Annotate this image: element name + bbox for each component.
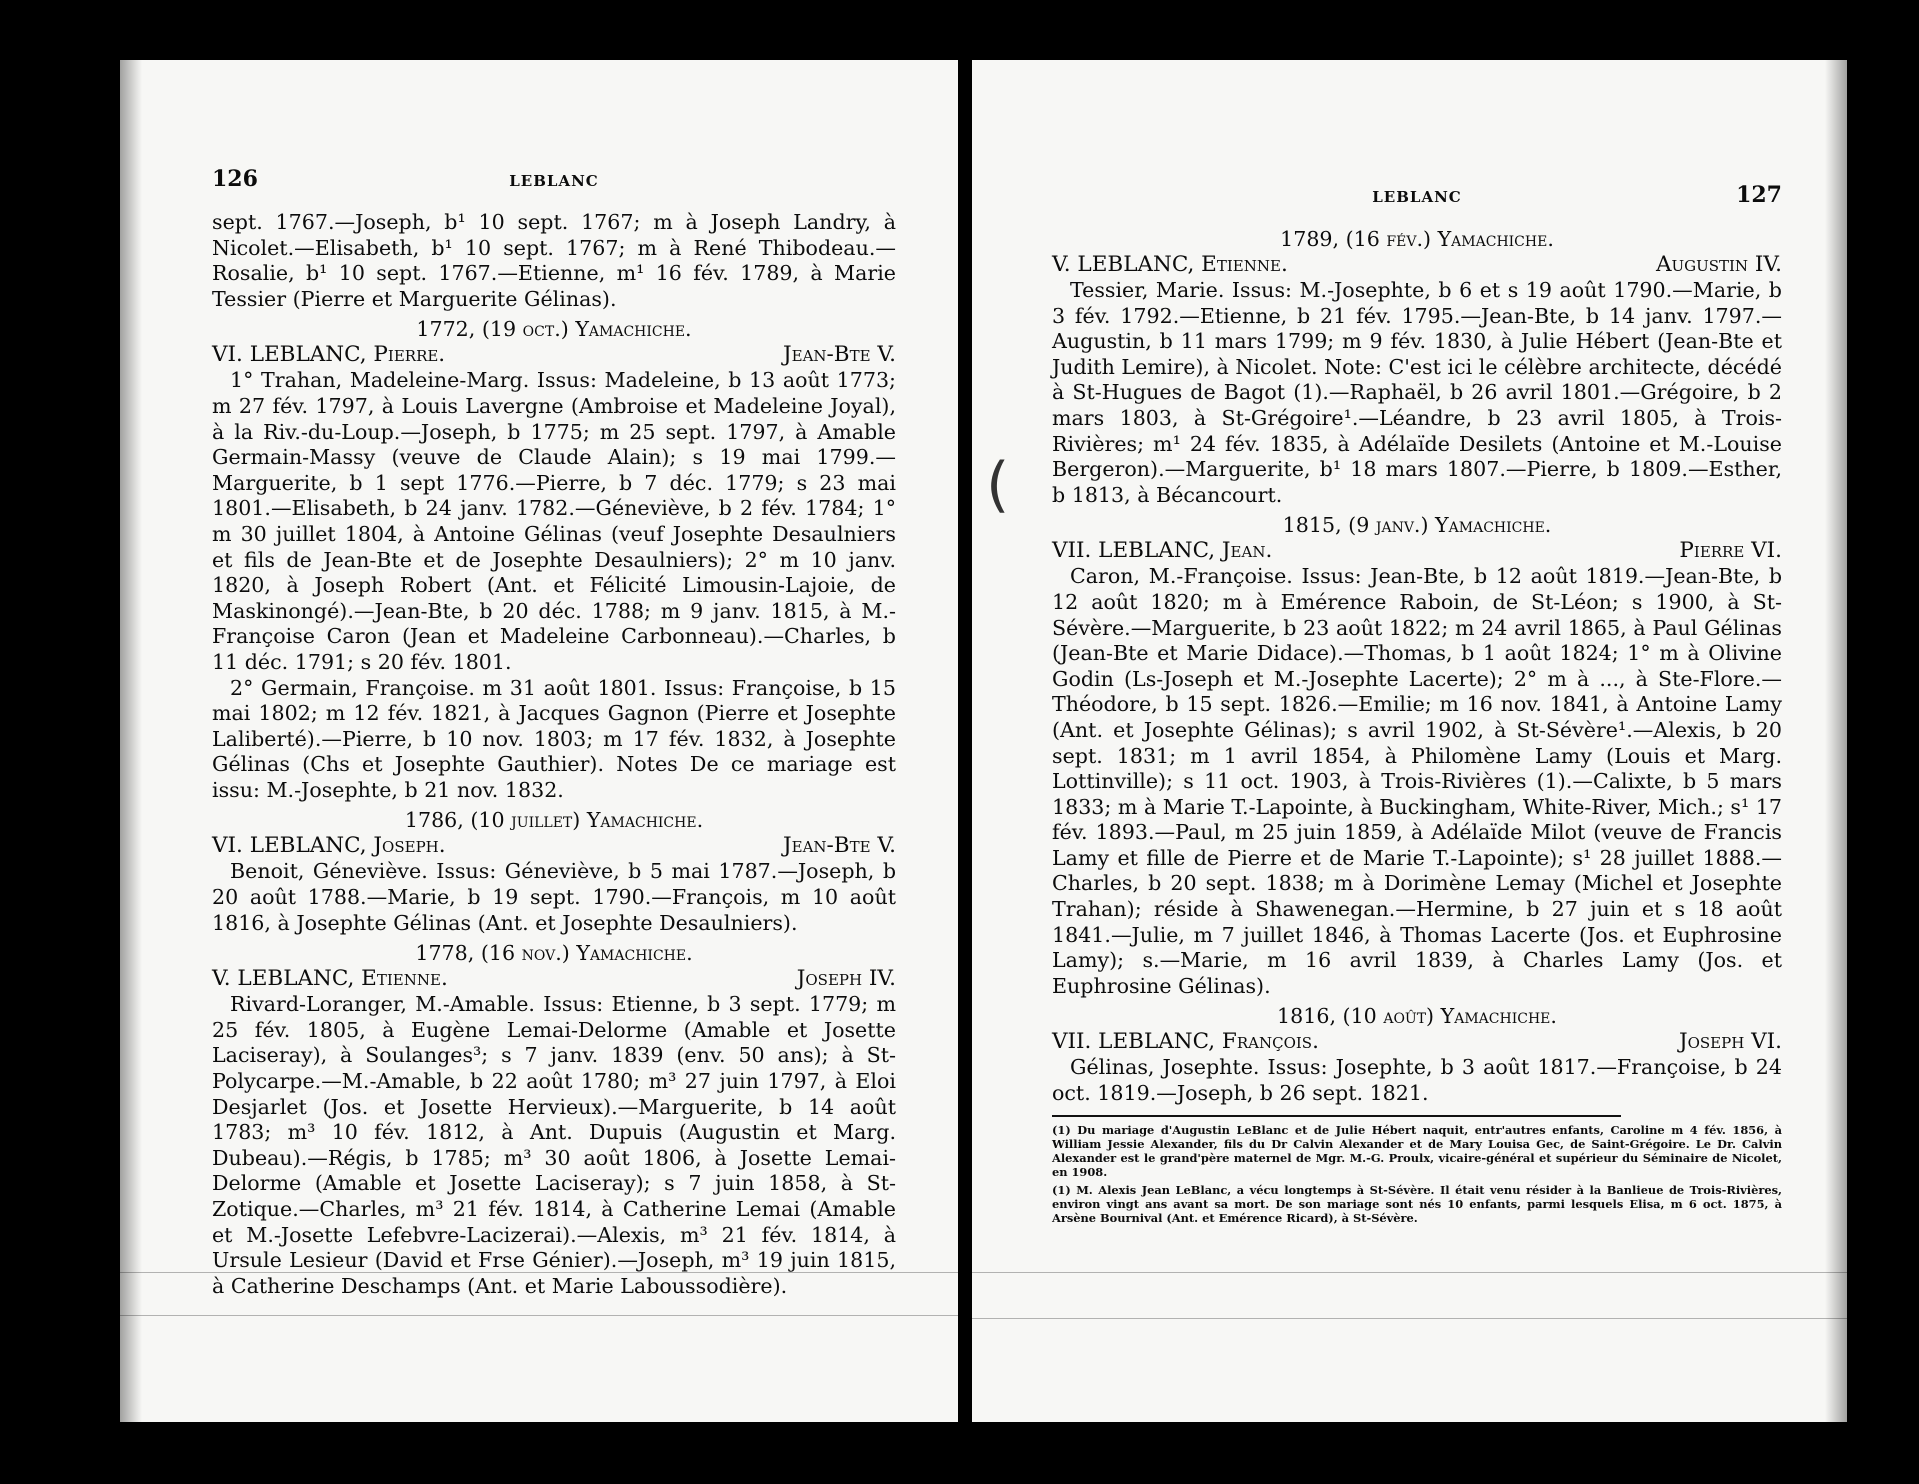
running-head-title: LEBLANC bbox=[509, 172, 599, 190]
running-head bbox=[212, 166, 896, 202]
entry-heading bbox=[1052, 1029, 1782, 1055]
scan-line bbox=[120, 1315, 958, 1316]
entry-name: V. LEBLANC, Etienne. bbox=[212, 966, 448, 992]
footnote: (1) Du mariage d'Augustin LeBlanc et de Julie Hébert naquit, entr'autres enfants, Caroline m 4 fév. 1856, à William Jessie Alexander, fils du Dr Calvin Alexander et de Mary Louisa Gec, de Saint-Grégoire. Le Dr. Calvin Alexander est le grand'père maternel de Mgr. M.-G. Proulx, vicaire-général et supérieur du Séminaire de Nicolet, en 1908. bbox=[1052, 1122, 1782, 1179]
entry-paragraph: Rivard-Loranger, M.-Amable. Issus: Etienne, b 3 sept. 1779; m 25 fév. 1805, à Eugène Lemai-Delorme (Amable et Josette Laciseray), à Soulanges³; s 7 janv. 1839 (env. 50 ans); à St-Polycarpe.—M.-Amable, b 22 août 1780; m³ 27 juin 1797, à Eloi Desjarlet (Jos. et Josette Hervieux).—Marguerite, b 14 août 1783; m³ 10 fév. 1812, à Ant. Dupuis (Augustin et Marg. Dubeau).—Régis, b 1785; m³ 30 août 1806, à Josette Lemai-Delorme (Amable et Josette Laciseray); s 7 juin 1858, à St-Zotique.—Charles, m³ 21 fév. 1814, à Catherine Lemai (Amable et M.-Josette Lefebvre-Lacizerai).—Alexis, m³ 21 fév. 1814, à Ursule Lesieur (David et Frse Génier).—Joseph, m³ 19 juin 1815, à Catherine Deschamps (Ant. et Marie Laboussodière). bbox=[212, 992, 896, 1298]
marriage-date-line: 1772, (19 oct.) Yamachiche. bbox=[416, 317, 692, 342]
right-page bbox=[972, 60, 1847, 1422]
entry-heading bbox=[1052, 538, 1782, 564]
entry-paragraph: 2° Germain, Françoise. m 31 août 1801. Issus: Françoise, b 15 mai 1802; m 12 fév. 1821, à Jacques Gagnon (Pierre et Josephte Laliberté).—Pierre, b 10 nov. 1803; m 17 fév. 1832, à Josephte Gélinas (Chs et Josephte Gauthier). Notes De ce mariage est issu: M.-Josephte, b 21 nov. 1832. bbox=[212, 675, 896, 802]
left-page-body bbox=[212, 210, 896, 1299]
entry-paragraph: Gélinas, Josephte. Issus: Josephte, b 3 août 1817.—Françoise, b 24 oct. 1819.—Joseph, b 26 sept. 1821. bbox=[1052, 1055, 1782, 1106]
left-page bbox=[120, 60, 958, 1422]
footnote: (1) M. Alexis Jean LeBlanc, a vécu longtemps à St-Sévère. Il était venu résider à la Banlieue de Trois-Rivières, environ vingt ans avant sa mort. De son mariage sont nés 10 enfants, parmi lesquels Elisa, m 6 oct. 1875, à Arsène Bournival (Ant. et Emérence Ricard), à St-Sévère. bbox=[1052, 1182, 1782, 1225]
entry-paragraph: sept. 1767.—Joseph, b¹ 10 sept. 1767; m à Joseph Landry, à Nicolet.—Elisabeth, b¹ 10 sept. 1767; m à René Thibodeau.—Rosalie, b¹ 10 sept. 1767.—Etienne, m¹ 16 fév. 1789, à Marie Tessier (Pierre et Marguerite Gélinas). bbox=[212, 210, 896, 311]
entry-name: VII. LEBLANC, François. bbox=[1052, 1029, 1319, 1055]
running-head bbox=[1052, 182, 1782, 218]
entry-parent: Joseph VI. bbox=[1678, 1029, 1782, 1055]
entry-paragraph: Benoit, Géneviève. Issus: Géneviève, b 5 mai 1787.—Joseph, b 20 août 1788.—Marie, b 19 sept. 1790.—François, m 10 août 1816, à Josephte Gélinas (Ant. et Josephte Desaulniers). bbox=[212, 859, 896, 935]
entry-paragraph: Caron, M.-Françoise. Issus: Jean-Bte, b 12 août 1819.—Jean-Bte, b 12 août 1820; m à Emérence Raboin, de St-Léon; s 1900, à St-Sévère.—Marguerite, b 23 août 1822; m 24 avril 1865, à Paul Gélinas (Jean-Bte et Marie Didace).—Thomas, b 1 août 1824; 1° m à Olivine Godin (Ls-Joseph et M.-Josephte Lacerte); 2° m à ..., à Ste-Flore.—Théodore, b 15 sept. 1826.—Emilie; m 16 nov. 1841, à Antoine Lamy (Ant. et Josephte Gélinas); s avril 1902, à St-Sévère¹.—Alexis, b 20 sept. 1831; m 1 avril 1854, à Philomène Lamy (Louis et Marg. Lottinville); s 11 oct. 1903, à Trois-Rivières (1).—Calixte, b 5 mars 1833; m à Marie T.-Lapointe, à Buckingham, White-River, Mich.; s¹ 17 fév. 1893.—Paul, m 25 juin 1859, à Adélaïde Milot (veuve de Francis Lamy et fille de Pierre et de Marie T.-Lapointe); s¹ 28 juillet 1888.—Charles, b 20 sept. 1838; m à Dorimène Lemay (Michel et Josephte Trahan); réside à Shawenegan.—Hermine, b 27 juin et s 18 août 1841.—Julie, m 7 juillet 1846, à Thomas Lacerte (Jos. et Euphrosine Lamy); s.—Marie, m 16 avril 1839, à Charles Lamy (Jos. et Euphrosine Gélinas). bbox=[1052, 564, 1783, 998]
scan-line bbox=[972, 1272, 1847, 1273]
marriage-date-line: 1816, (10 août) Yamachiche. bbox=[1277, 1004, 1557, 1029]
entry-parent: Joseph IV. bbox=[796, 966, 896, 992]
page-number: 127 bbox=[1736, 182, 1782, 208]
marriage-date-line: 1789, (16 fév.) Yamachiche. bbox=[1280, 227, 1554, 251]
scan-line bbox=[972, 1318, 1847, 1319]
entry-paragraph: Tessier, Marie. Issus: M.-Josephte, b 6 et s 19 août 1790.—Marie, b 3 fév. 1792.—Etienne, b 21 fév. 1795.—Jean-Bte, b 14 janv. 1797.—Augustin, b 11 mars 1799; m 9 fév. 1830, à Julie Hébert (Jean-Bte et Judith Lemire), à Nicolet. Note: C'est ici le célèbre architecte, décédé à St-Hugues de Bagot (1).—Raphaël, b 26 avril 1801.—Grégoire, b 2 mars 1803, à St-Grégoire¹.—Léandre, b 23 avril 1805, à Trois-Rivières; m¹ 24 fév. 1835, à Adélaïde Desilets (Antoine et M.-Louise Bergeron).—Marguerite, b¹ 18 mars 1807.—Pierre, b 1809.—Esther, b 1813, à Bécancourt. bbox=[1052, 278, 1782, 507]
entry-parent: Jean-Bte V. bbox=[783, 342, 896, 368]
entry-name: V. LEBLANC, Etienne. bbox=[1052, 252, 1288, 277]
scan-line bbox=[120, 1272, 958, 1273]
entry-heading bbox=[212, 342, 896, 368]
entry-parent: Jean-Bte V. bbox=[783, 833, 896, 859]
entry-heading bbox=[1052, 252, 1782, 278]
entry-name: VI. LEBLANC, Joseph. bbox=[212, 833, 446, 859]
entry-name: VI. LEBLANC, Pierre. bbox=[212, 342, 446, 368]
entry-heading bbox=[212, 833, 896, 859]
pencil-bracket-mark: ( bbox=[986, 450, 1010, 520]
marriage-date-line: 1815, (9 janv.) Yamachiche. bbox=[1282, 513, 1552, 538]
entry-heading bbox=[212, 966, 896, 992]
footnotes bbox=[1052, 1123, 1782, 1225]
running-head-title: LEBLANC bbox=[1372, 188, 1462, 206]
marriage-date-line: 1778, (16 nov.) Yamachiche. bbox=[415, 941, 693, 966]
footnote-rule bbox=[1052, 1115, 1621, 1117]
marriage-date-line: 1786, (10 juillet) Yamachiche. bbox=[404, 808, 704, 833]
entry-parent: Augustin IV. bbox=[1655, 252, 1782, 277]
page-number: 126 bbox=[212, 166, 258, 192]
entry-name: VII. LEBLANC, Jean. bbox=[1052, 538, 1273, 564]
entry-parent: Pierre VI. bbox=[1679, 538, 1782, 564]
right-page-body bbox=[1052, 226, 1782, 1107]
entry-paragraph: 1° Trahan, Madeleine-Marg. Issus: Madeleine, b 13 août 1773; m 27 fév. 1797, à Louis Lavergne (Ambroise et Madeleine Joyal), à la Riv.-du-Loup.—Joseph, b 1775; m 25 sept. 1797, à Amable Germain-Massy (veuve de Claude Alain); s 19 mai 1799.—Marguerite, b 1 sept 1776.—Pierre, b 7 déc. 1779; s 23 mai 1801.—Elisabeth, b 24 janv. 1782.—Géneviève, b 2 fév. 1784; 1° m 30 juillet 1804, à Antoine Gélinas (veuf Josephte Desaulniers et fils de Jean-Bte et de Josephte Desaulniers); 2° m 10 janv. 1820, à Joseph Robert (Ant. et Félicité Limousin-Lajoie, de Maskinongé).—Jean-Bte, b 20 déc. 1788; m 9 janv. 1815, à M.-Françoise Caron (Jean et Madeleine Carbonneau).—Charles, b 11 déc. 1791; s 20 fév. 1801. bbox=[212, 368, 896, 674]
